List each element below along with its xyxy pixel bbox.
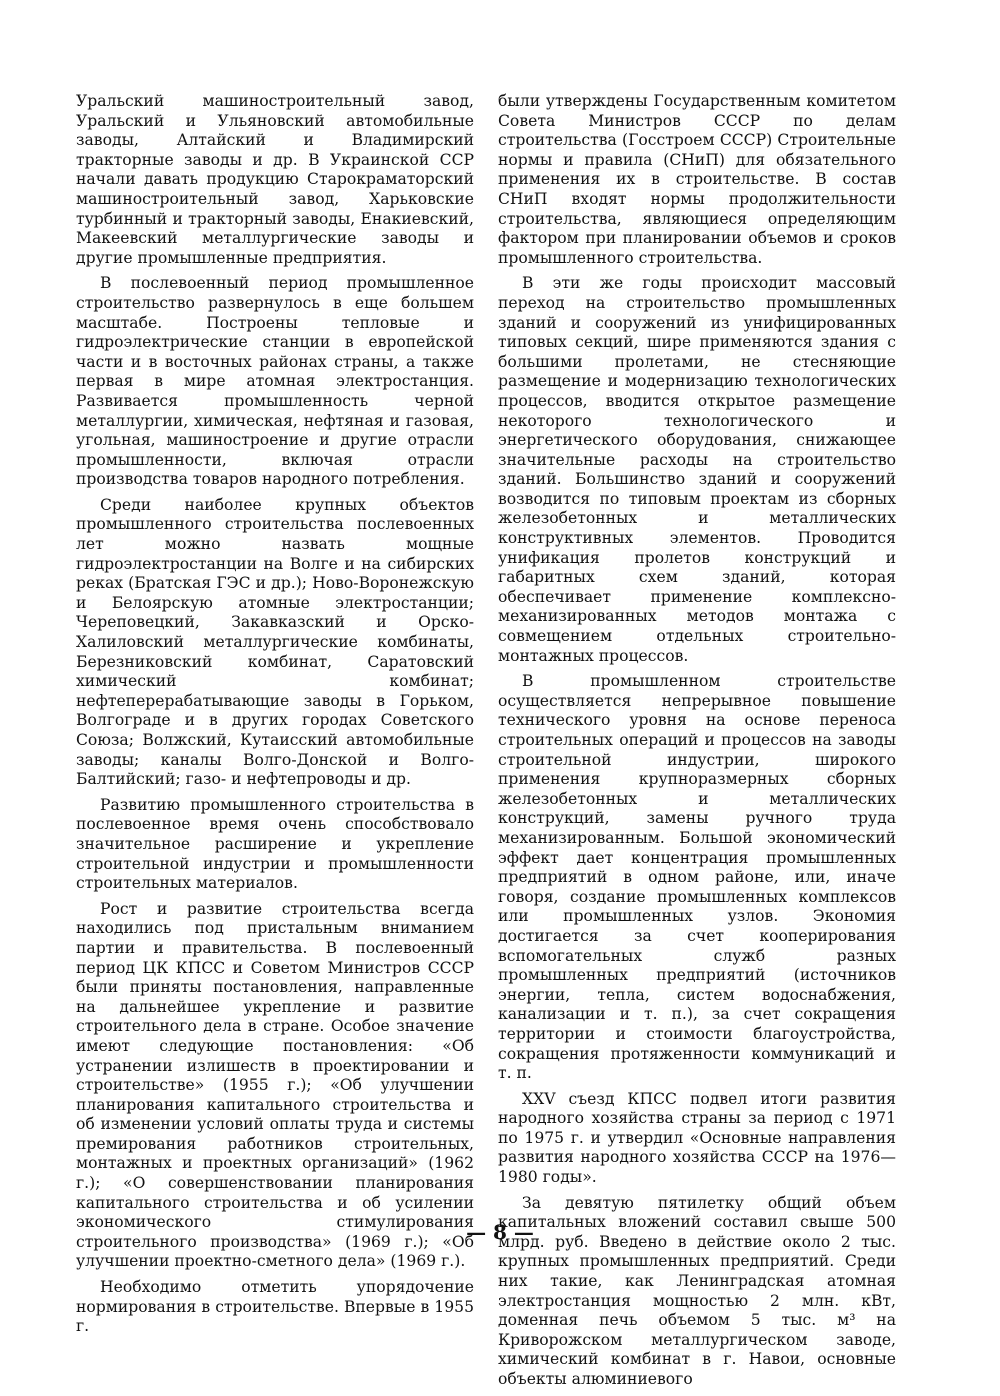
paragraph: XXV съезд КПСС подвел итоги развития народного хозяйства страны за период с 1971 по 1975 г. и утвердил «Основные направления развития народного хозяйства СССР на 1976—1980 годы». [498, 1089, 896, 1187]
paragraph: В послевоенный период промышленное строительство развернулось в еще большем масштабе. Построены тепловые и гидроэлектрические станции в европейской части и в восточных районах страны, а также первая в мире атомная электростанция. Развивается промышленность черной металлургии, химическая, нефтяная и газовая, угольная, машиностроение и другие отрасли промышленности, включая отрасли производства товаров народного потребления. [76, 274, 474, 489]
paragraph: В эти же годы происходит массовый переход на строительство промышленных зданий и сооружений из унифицированных типовых секций, шире применяются здания с большими пролетами, не стесняющие размещение и модернизацию технологических процессов, вводится открытое размещение некоторого технологического и энергетического оборудования, снижающее значительные расходы на строительство зданий. Большинство зданий и сооружений возводится по типовым проектам из сборных железобетонных и металлических конструктивных элементов. Проводится унификация пролетов конструкций и габаритных схем зданий, которая обеспечивает применение комплексно-механизированных методов монтажа с совмещением отдельных строительно-монтажных процессов. [498, 274, 896, 665]
paragraph: Необходимо отметить упорядочение нормирования в строительстве. Впервые в 1955 г. [76, 1278, 474, 1336]
paragraph: Среди наиболее крупных объектов промышленного строительства послевоенных лет можно назвать мощные гидроэлектростанции на Волге и на сибирских реках (Братская ГЭС и др.); Ново-Воронежскую и Белоярскую атомные электростанции; Череповецкий, Закавказский и Орско-Халиловский металлургические комбинаты, Березниковский комбинат, Саратовский химический комбинат; нефтеперерабатывающие заводы в Горьком, Волгограде и в других городах Советского Союза; Волжский, Кутаисский автомобильные заводы; каналы Волго-Донской и Волго-Балтийский; газо- и нефтепроводы и др. [76, 495, 474, 789]
document-page [76, 92, 906, 1388]
paragraph: В промышленном строительстве осуществляется непрерывное повышение технического уровня на основе переноса строительных операций и процессов на заводы строительной индустрии, широкого применения крупноразмерных сборных железобетонных и металлических конструкций, замены ручного труда механизированным. Большой экономический эффект дает концентрация промышленных предприятий в одном районе, или, иначе говоря, создание промышленных комплексов или промышленных узлов. Экономия достигается за счет кооперирования вспомогательных служб разных промышленных предприятий (источников энергии, тепла, систем водоснабжения, канализации и т. п.), за счет сокращения территории и стоимости благоустройства, сокращения протяженности коммуникаций и т. п. [498, 672, 896, 1083]
paragraph: Рост и развитие строительства всегда находились под пристальным вниманием партии и правительства. В послевоенный период ЦК КПСС и Советом Министров СССР были приняты постановления, направленные на дальнейшее укрепление и развитие строительного дела в стране. Особое значение имеют следующие постановления: «Об устранении излишеств в проектировании и строительстве» (1955 г.); «Об улучшении планирования капитального строительства и об изменении условий оплаты труда и системы премирования работников строительных, монтажных и проектных организаций» (1962 г.); «О совершенствовании планирования капитального строительства и об усилении экономического стимулирования строительного производства» (1969 г.); «Об улучшении проектно-сметного дела» (1969 г.). [76, 899, 474, 1271]
right-column [498, 92, 896, 1396]
paragraph: Развитию промышленного строительства в послевоенное время очень способствовало значительное расширение и укрепление строительной индустрии и промышленности строительных материалов. [76, 795, 474, 893]
page-number: — 8 — [466, 1220, 534, 1244]
paragraph: были утверждены Государственным комитетом Совета Министров СССР по делам строительства (Госстроем СССР) Строительные нормы и правила (СНиП) для обязательного применения их в строительстве. В состав СНиП входят нормы продолжительности строительства, являющиеся определяющим фактором при планировании объемов и сроков промышленного строительства. [498, 92, 896, 267]
paragraph: За девятую пятилетку общий объем капитальных вложений составил свыше 500 млрд. руб. Введено в действие около 2 тыс. крупных промышленных предприятий. Среди них такие, как Ленинградская атомная электростанция мощностью 2 млн. кВт, доменная печь объемом 5 тыс. м³ на Криворожском металлургическом заводе, химический комбинат в г. Навои, основные объекты алюминиевого [498, 1193, 896, 1388]
left-column [76, 92, 474, 1343]
paragraph: Уральский машиностроительный завод, Уральский и Ульяновский автомобильные заводы, Алтайский и Владимирский тракторные заводы и др. В Украинской ССР начали давать продукцию Старокраматорский машиностроительный завод, Харьковские турбинный и тракторный заводы, Енакиевский, Макеевский металлургические заводы и другие промышленные предприятия. [76, 92, 474, 267]
